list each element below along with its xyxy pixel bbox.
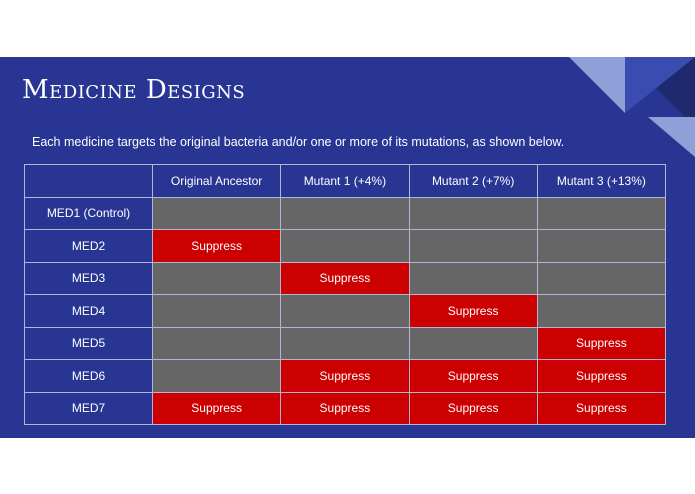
suppress-cell: Suppress [537, 327, 665, 360]
suppress-cell: Suppress [537, 392, 665, 425]
empty-cell [537, 230, 665, 263]
empty-cell [281, 230, 409, 263]
table-row [25, 197, 666, 230]
suppress-cell: Suppress [153, 392, 281, 425]
table-row [25, 262, 666, 295]
slide-title: Medicine Designs [22, 75, 246, 105]
empty-cell [409, 262, 537, 295]
empty-cell [409, 230, 537, 263]
empty-cell [153, 262, 281, 295]
row-label: MED5 [25, 327, 153, 360]
column-header: Mutant 2 (+7%) [409, 165, 537, 198]
row-label: MED6 [25, 360, 153, 393]
suppress-cell: Suppress [409, 392, 537, 425]
empty-cell [281, 197, 409, 230]
column-header: Mutant 3 (+13%) [537, 165, 665, 198]
corner-header [25, 165, 153, 198]
row-label: MED2 [25, 230, 153, 263]
suppress-cell: Suppress [281, 392, 409, 425]
table-header-row [25, 165, 666, 198]
table-row [25, 230, 666, 263]
suppress-cell: Suppress [281, 262, 409, 295]
suppress-cell: Suppress [537, 360, 665, 393]
empty-cell [409, 197, 537, 230]
medicine-table [24, 164, 666, 425]
slide [0, 57, 695, 438]
empty-cell [153, 327, 281, 360]
row-label: MED4 [25, 295, 153, 328]
suppress-cell: Suppress [153, 230, 281, 263]
empty-cell [409, 327, 537, 360]
suppress-cell: Suppress [409, 360, 537, 393]
empty-cell [153, 197, 281, 230]
table-row [25, 295, 666, 328]
empty-cell [281, 295, 409, 328]
row-label: MED3 [25, 262, 153, 295]
empty-cell [153, 295, 281, 328]
table-row [25, 360, 666, 393]
table-body [25, 197, 666, 425]
row-label: MED1 (Control) [25, 197, 153, 230]
suppress-cell: Suppress [281, 360, 409, 393]
column-header: Mutant 1 (+4%) [281, 165, 409, 198]
table-row [25, 327, 666, 360]
column-header: Original Ancestor [153, 165, 281, 198]
empty-cell [537, 262, 665, 295]
empty-cell [281, 327, 409, 360]
empty-cell [153, 360, 281, 393]
deco-shape-small [648, 117, 695, 157]
slide-subtitle: Each medicine targets the original bacteria and/or one or more of its mutations, as shown below. [32, 135, 565, 149]
row-label: MED7 [25, 392, 153, 425]
empty-cell [537, 197, 665, 230]
empty-cell [537, 295, 665, 328]
table-row [25, 392, 666, 425]
suppress-cell: Suppress [409, 295, 537, 328]
deco-shape-light [569, 57, 625, 113]
